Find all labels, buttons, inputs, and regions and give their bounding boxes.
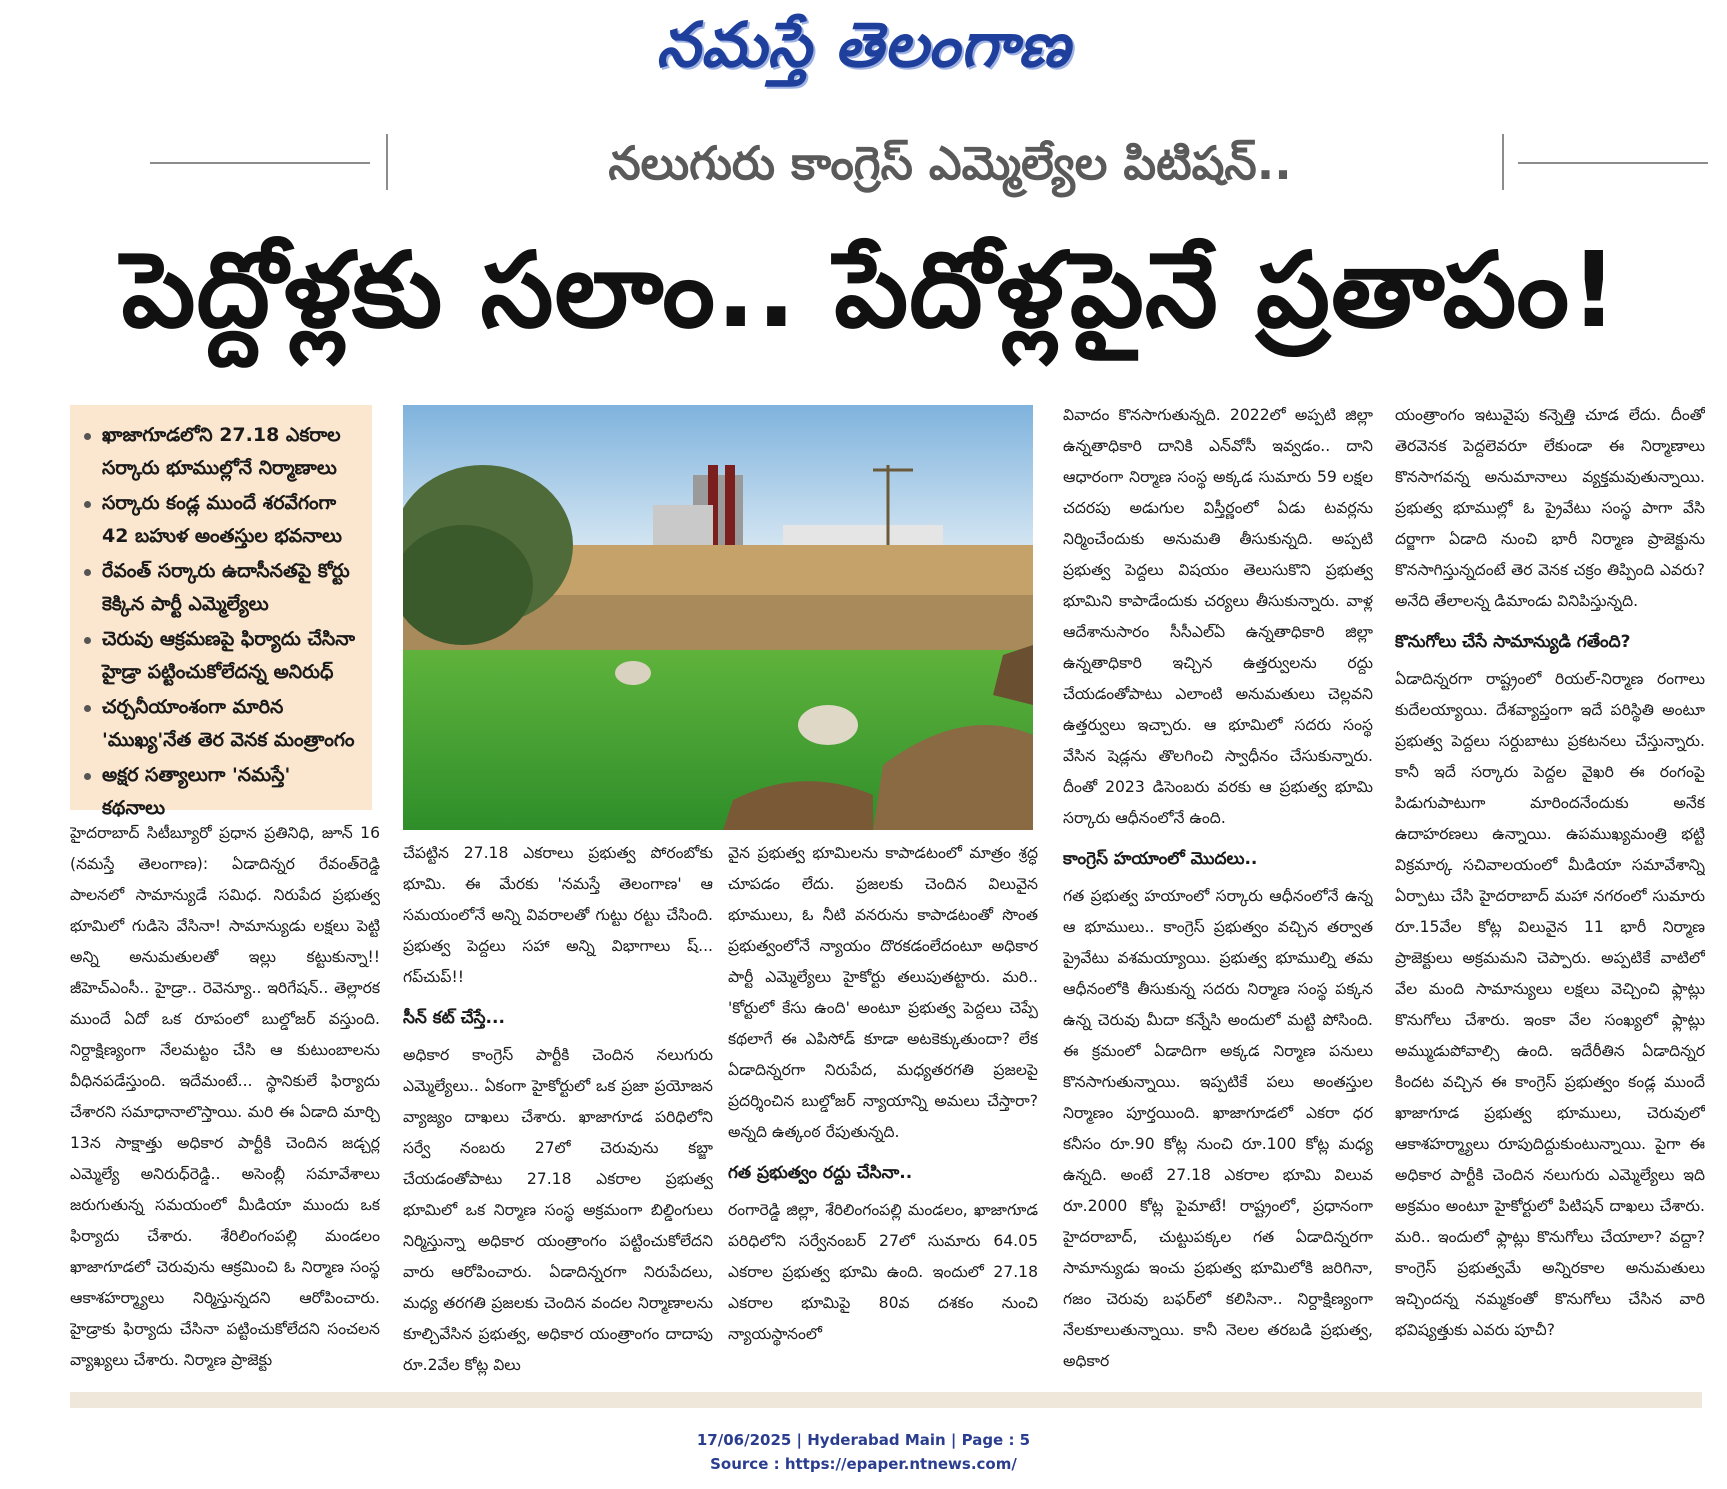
kicker-rule-right xyxy=(1518,162,1708,164)
highlight-text: చర్చనీయాంశంగా మారిన 'ముఖ్య'నేత తెర వెనక మంత్రాంగం xyxy=(102,696,355,751)
kicker-block xyxy=(150,130,1710,200)
highlight-item xyxy=(82,487,360,553)
bullet-icon xyxy=(84,433,91,440)
subheading: కాంగ్రెస్ హయాంలో మొదలు.. xyxy=(1063,849,1258,869)
article-paragraph: వివాదం కొనసాగుతున్నది. 2022లో అప్పటి జిల్లా ఉన్నతాధికారి దానికి ఎన్‌వోసీ ఇవ్వడం.. దాని ఆధారంగా నిర్మాణ సంస్థ అక్కడ సుమారు 59 లక్షల చదరపు అడుగుల విస్తీర్ణంలో ఏడు టవర్లను నిర్మించేందుకు అనుమతి తీసుకున్నది. అప్పటి ప్రభుత్వ పెద్దలు విషయం తెలుసుకొని ప్రభుత్వ భూమిని కాపాడేందుకు చర్యలు తీసుకున్నారు. వాళ్ల ఆదేశానుసారం సీసీఎల్‌ఏ ఉన్నతాధికారి జిల్లా ఉన్నతాధికారి ఇచ్చిన ఉత్తర్వులను రద్దు చేయడంతోపాటు ఎలాంటి అనుమతులు చెల్లవని ఉత్తర్వులు ఇచ్చారు. ఆ భూమిలో సదరు సంస్థ వేసిన షెడ్లను తొలగించి స్వాధీనం చేసుకున్నారు. దీంతో 2023 డిసెంబరు వరకు ఆ ప్రభుత్వ భూమి సర్కారు ఆధీనంలోనే ఉంది. xyxy=(1063,406,1373,827)
footer-edition: 17/06/2025 | Hyderabad Main | Page : 5 xyxy=(696,1431,1031,1449)
headline: పెద్దోళ్లకు సలాం.. పేదోళ్లపైనే ప్రతాపం! xyxy=(121,229,1619,351)
article-paragraph: రంగారెడ్డి జిల్లా, శేరిలింగంపల్లి మండలం, ఖాజాగూడ పరిధిలోని సర్వేనంబర్ 27లో సుమారు 64.05 ఎకరాల ప్రభుత్వ భూమి ఉంది. ఇందులో 27.18 ఎకరాల భూమిపై 80వ దశకం నుంచి న్యాయస్థానంలో xyxy=(728,1201,1038,1343)
kicker-text: నలుగురు కాంగ్రెస్ ఎమ్మెల్యేల పిటిషన్.. xyxy=(608,136,1292,190)
kicker-divider-left xyxy=(386,134,388,190)
article-paragraph: అధికార కాంగ్రెస్ పార్టీకి చెందిన నలుగురు ఎమ్మెల్యేలు.. ఏకంగా హైకోర్టులో ఒక ప్రజా ప్రయోజన వ్యాజ్యం దాఖలు చేశారు. ఖాజాగూడ పరిధిలోని సర్వే నంబరు 27లో చెరువును కబ్జా చేయడంతోపాటు 27.18 ఎకరాల ప్రభుత్వ భూమిలో ఒక నిర్మాణ సంస్థ అక్రమంగా బిల్డింగులు నిర్మిస్తున్నా అధికార యంత్రాంగం పట్టించుకోలేదని వారు ఆరోపించారు. ఏడాదిన్నరగా నిరుపేదలు, మధ్య తరగతి ప్రజలకు చెందిన వందల నిర్మాణాలను కూల్చివేసిన ప్రభుత్వ, అధికార యంత్రాంగం దాదాపు రూ.2వేల కోట్ల విలు xyxy=(403,1046,713,1374)
kicker-rule-left xyxy=(150,162,370,164)
article-column-2 xyxy=(403,838,713,1388)
bullet-icon xyxy=(84,569,91,576)
highlights-box xyxy=(70,405,372,819)
article-column-5 xyxy=(1395,400,1705,1388)
bullet-icon xyxy=(84,501,91,508)
masthead xyxy=(0,0,1727,96)
kicker-divider-right xyxy=(1502,134,1504,190)
bullet-icon xyxy=(84,773,91,780)
masthead-title: నమస్తే తెలంగాణ xyxy=(656,8,1071,81)
article-paragraph: వైన ప్రభుత్వ భూమిలను కాపాడటంలో మాత్రం శ్రద్ధ చూపడం లేదు. ప్రజలకు చెందిన విలువైన భూములు, ఓ నీటి వనరును కాపాడటంతో సొంత ప్రభుత్వంలోనే న్యాయం దొరకడంలేదంటూ అధికార పార్టీ ఎమ్మెల్యేలు హైకోర్టు తలుపుతట్టారు. మరి.. 'కోర్టులో కేసు ఉంది' అంటూ ప్రభుత్వ పెద్దలు చెప్పే కథలాగే ఈ ఎపిసోడ్ కూడా అటకెక్కుతుందా? లేక ఏడాదిన్నరగా నిరుపేద, మధ్యతరగతి ప్రజలపై ప్రదర్శించిన బుల్డోజర్ న్యాయాన్ని అమలు చేస్తారా? అన్నది ఉత్కంఠ రేపుతున్నది. xyxy=(728,844,1038,1141)
footer xyxy=(0,1428,1727,1476)
subheading: గత ప్రభుత్వం రద్దు చేసినా.. xyxy=(728,1163,913,1183)
highlight-text: అక్షర సత్యాలుగా 'నమస్తే' కథనాలు xyxy=(102,764,291,819)
bullet-icon xyxy=(84,637,91,644)
article-paragraph: హైదరాబాద్ సిటీబ్యూరో ప్రధాన ప్రతినిధి, జూన్ 16 (నమస్తే తెలంగాణ): ఏడాదిన్నర రేవంత్‌రెడ్డి పాలనలో సామాన్యుడే సమిధ. నిరుపేద ప్రభుత్వ భూమిలో గుడిసె వేసినా! సామాన్యుడు లక్షలు పెట్టి అన్ని అనుమతులతో ఇల్లు కట్టుకున్నా!! జీహెచ్‌ఎంసీ.. హైడ్రా.. రెవెన్యూ.. ఇరిగేషన్.. తెల్లారక ముందే ఏదో ఒక రూపంలో బుల్డోజర్ వస్తుంది. నిర్దాక్షిణ్యంగా నేలమట్టం చేసి ఆ కుటుంబాలను వీధినపడేస్తుంది. ఇదేమంటే... స్థానికులే ఫిర్యాదు చేశారని సమాధానాలొస్తాయి. మరి ఈ ఏడాది మార్చి 13న సాక్షాత్తు అధికార పార్టీకి చెందిన జడ్చర్ల ఎమ్మెల్యే అనిరుధ్‌రెడ్డి.. అసెంబ్లీ సమావేశాలు జరుగుతున్న సమయంలో మీడియా ముందు ఒక ఫిర్యాదు చేశారు. శేరిలింగంపల్లి మండలం ఖాజాగూడలో చెరువును ఆక్రమించి ఓ నిర్మాణ సంస్థ ఆకాశహర్మ్యాలు నిర్మిస్తున్నదని ఆరోపించారు. హైడ్రాకు ఫిర్యాదు చేసినా పట్టించుకోలేదని సంచలన వ్యాఖ్యలు చేశారు. నిర్మాణ ప్రాజెక్టు xyxy=(70,824,380,1369)
article-paragraph: గత ప్రభుత్వ హయాంలో సర్కారు ఆధీనంలోనే ఉన్న ఆ భూములు.. కాంగ్రెస్ ప్రభుత్వం వచ్చిన తర్వాత ప్రైవేటు వశమయ్యాయి. ప్రభుత్వ భూముల్ని తమ ఆధీనంలోకి తీసుకున్న సదరు నిర్మాణ సంస్థ పక్కన ఉన్న చెరువు మీదా కన్నేసి అందులో మట్టి పోసింది. ఈ క్రమంలో ఏడాదిగా అక్కడ నిర్మాణ పనులు కొనసాగుతున్నాయి. ఇప్పటికే పలు అంతస్తుల నిర్మాణం పూర్తయింది. ఖాజాగూడలో ఎకరా ధర కనీసం రూ.90 కోట్ల నుంచి రూ.100 కోట్ల మధ్య ఉన్నది. అంటే 27.18 ఎకరాల భూమి విలువ రూ.2000 కోట్ల పైమాటే! రాష్ట్రంలో, ప్రధానంగా హైదరాబాద్, చుట్టుపక్కల గత ఏడాదిన్నరగా సామాన్యుడు ఇంచు ప్రభుత్వ భూమిలోకి జరిగినా, గజం చెరువు బఫర్‌లో కలిసినా.. నిర్దాక్షిణ్యంగా నేలకూలుతున్నాయి. కానీ నెలల తరబడి ప్రభుత్వ, అధికార xyxy=(1063,887,1373,1370)
highlight-item xyxy=(82,691,360,757)
highlight-text: రేవంత్ సర్కారు ఉదాసీనతపై కోర్టు కెక్కిన పార్టీ ఎమ్మెల్యేలు xyxy=(102,560,350,615)
article-column-3 xyxy=(728,838,1038,1388)
highlight-item xyxy=(82,623,360,689)
highlight-text: చెరువు ఆక్రమణపై ఫిర్యాదు చేసినా హైడ్రా పట్టించుకోలేదన్న అనిరుధ్ xyxy=(102,628,355,683)
page-bottom-strip xyxy=(70,1392,1702,1408)
highlight-text: ఖాజాగూడలోని 27.18 ఎకరాల సర్కారు భూముల్లోనే నిర్మాణాలు xyxy=(102,424,341,479)
article-column-4 xyxy=(1063,400,1373,1388)
lake-photo-image xyxy=(403,405,1033,830)
article-paragraph: యంత్రాంగం ఇటువైపు కన్నెత్తి చూడ లేదు. దీంతో తెరవెనక పెద్దలెవరూ లేకుండా ఈ నిర్మాణాలు కొనసాగవన్న అనుమానాలు వ్యక్తమవుతున్నాయి. ప్రభుత్వ భూముల్లో ఓ ప్రైవేటు సంస్థ పాగా వేసి దర్జాగా ఏడాది నుంచి భారీ నిర్మాణ ప్రాజెక్టును కొనసాగిస్తున్నదంటే తెర వెనక చక్రం తిప్పింది ఎవరు? అనేది తేలాలన్న డిమాండు వినిపిస్తున్నది. xyxy=(1395,406,1705,610)
article-paragraph: చేపట్టిన 27.18 ఎకరాలు ప్రభుత్వ పోరంబోకు భూమి. ఈ మేరకు 'నమస్తే తెలంగాణ' ఆ సమయంలోనే అన్ని వివరాలతో గుట్టు రట్టు చేసింది. ప్రభుత్వ పెద్దలు సహా అన్ని విభాగాలు ష్... గప్‌చుప్!! xyxy=(403,844,713,986)
highlight-text: సర్కారు కండ్ల ముందే శరవేగంగా 42 బహుళ అంతస్తుల భవనాలు xyxy=(102,492,343,547)
article-paragraph: ఏడాదిన్నరగా రాష్ట్రంలో రియల్-నిర్మాణ రంగాలు కుదేలయ్యాయి. దేశవ్యాప్తంగా ఇదే పరిస్థితి అంటూ ప్రభుత్వ పెద్దలు సర్దుబాటు ప్రకటనలు చేస్తున్నారు. కానీ ఇదే సర్కారు పెద్దల వైఖరి ఈ రంగంపై పిడుగుపాటుగా మారిందనేందుకు అనేక ఉదాహరణలు ఉన్నాయి. ఉపముఖ్యమంత్రి భట్టి విక్రమార్క సచివాలయంలో మీడియా సమావేశాన్ని ఏర్పాటు చేసి హైదరాబాద్ మహా నగరంలో సుమారు రూ.15వేల కోట్ల విలువైన 11 భారీ నిర్మాణ ప్రాజెక్టులు అక్రమమని చెప్పారు. అప్పటికే వాటిలో వేల మంది సామాన్యులు లక్షలు వెచ్చించి ఫ్లాట్లు కొనుగోలు చేశారు. ఇంకా వేల సంఖ్యలో ఫ్లాట్లు అమ్ముడుపోవాల్సి ఉంది. ఇదేరీతిన ఏడాదిన్నర కిందట వచ్చిన ఈ కాంగ్రెస్ ప్రభుత్వం కండ్ల ముందే ఖాజాగూడ ప్రభుత్వ భూములు, చెరువులో ఆకాశహర్మ్యాలు రూపుదిద్దుకుంటున్నాయి. పైగా ఈ అధికార పార్టీకి చెందిన నలుగురు ఎమ్మెల్యేలు ఇది అక్రమం అంటూ హైకోర్టులో పిటిషన్ దాఖలు చేశారు. మరి.. ఇందులో ఫ్లాట్లు కొనుగోలు చేయాలా? వద్దా? కాంగ్రెస్ ప్రభుత్వమే అన్నిరకాల అనుమతులు ఇచ్చిందన్న నమ్మకంతో కొనుగోలు చేసిన వారి భవిష్యత్తుకు ఎవరు పూచీ? xyxy=(1395,670,1705,1339)
highlight-item xyxy=(82,555,360,621)
subheading: సీన్ కట్ చేస్తే... xyxy=(403,1008,505,1028)
bullet-icon xyxy=(84,705,91,712)
subheading: కొనుగోలు చేసే సామాన్యుడి గతేంది? xyxy=(1395,632,1631,652)
highlight-item xyxy=(82,759,360,825)
highlight-item xyxy=(82,419,360,485)
article-column-1 xyxy=(70,818,380,1388)
lake-photo xyxy=(403,405,1033,830)
footer-source: Source : https://epaper.ntnews.com/ xyxy=(710,1455,1017,1473)
